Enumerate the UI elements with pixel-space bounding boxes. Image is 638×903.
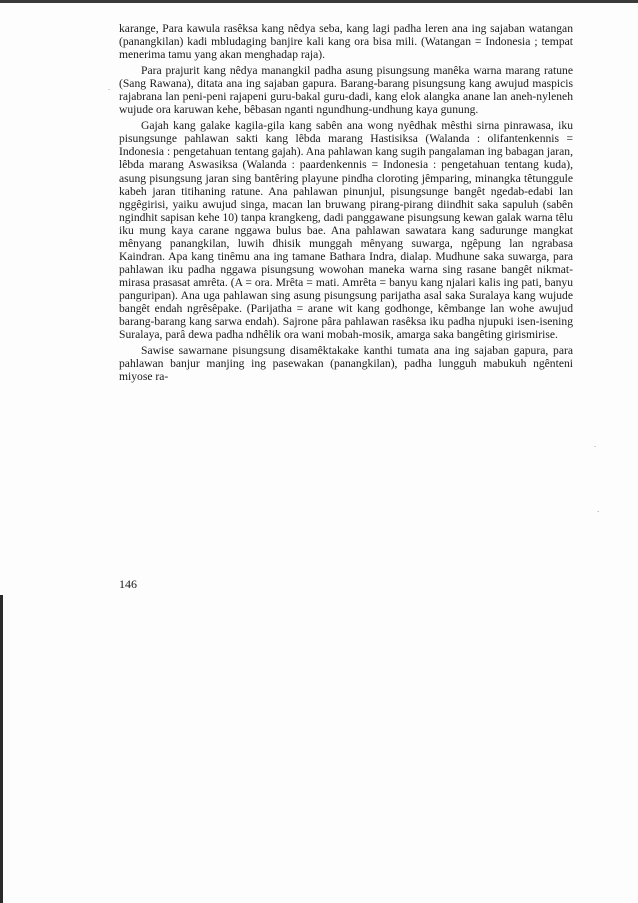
scan-speck: ·: [597, 508, 600, 516]
left-edge-rule: [0, 595, 3, 903]
paragraph: Para prajurit kang nêdya manangkil padha asung pisungsung manêka warna marang ratune (Sang Rawana), ditata ana ing sajaban gapura. Barang-barang pisungsung kang awujud maspicis rajabrana lan peni-peni rajapeni guru-bakal guru-dadi, kang elok alangka anane lan aneh-nyleneh wujude ora karuwan kehe, bêbasan nganti ngundhung-undhung kaya gunung.: [119, 64, 573, 117]
scan-speck: ·: [108, 86, 111, 94]
top-edge-rule: [0, 0, 638, 3]
scan-speck: ·: [594, 443, 597, 451]
paragraph: karange, Para kawula rasêksa kang nêdya seba, kang lagi padha leren ana ing sajaban watangan (panangkilan) kadi mbludaging banjire kali kang ora bisa mili. (Watangan = Indonesia ; tempat menerima tamu yang akan menghadap raja).: [119, 22, 573, 62]
page-number: 146: [119, 577, 137, 591]
paragraph: Gajah kang galake kagila-gila kang sabên ana wong nyêdhak mêsthi sirna pinrawasa, iku pisungsunge pahlawan sakti kang lêbda marang Hastisiksa (Walanda : olifantenkennis = Indonesia : pengetahuan tentang gajah). Ana pahlawan kang sugih pangalaman ing babagan jaran, lêbda marang Aswasiksa (Walanda : paardenkennis = Indonesia : pengetahuan tentang kuda), asung pisungsung jaran sing bantêring playune pindha cloroting jêmparing, minangka têtunggule kabeh jaran titihaning ratune. Ana pahlawan pinunjul, pisungsunge bangêt ngedab-edabi lan nggêgirisi, yaiku awujud singa, macan lan bruwang pirang-pirang diindhit saka sapuluh (sabên ngindhit sapisan kehe 10) tanpa krangkeng, dadi panggawane pisungsung kewan galak warna têlu iku mung kaya carane nggawa bulus bae. Ana pahlawan sawatara kang sadurunge mangkat mênyang panangkilan, luwih dhisik munggah mênyang suwarga, ngêpung lan ngrabasa Kaindran. Apa kang tinêmu ana ing tamane Bathara Indra, dialap. Mudhune saka suwarga, para pahlawan iku padha nggawa pisungsung wowohan maneka warna sing rasane bangêt nikmat-mirasa prasasat amrêta. (A = ora. Mrêta = mati. Amrêta = banyu kang njalari kalis ing pati, banyu panguripan). Ana uga pahlawan sing asung pisungsung parijatha asal saka Suralaya kang wujude bangêt endah ngrêsêpake. (Parijatha = arane wit kang godhonge, kêmbange lan wohe awujud barang-barang kang sarwa endah). Sajrone pâra pahlawan rasêksa iku padha njupuki isen-isening Suralaya, parâ dewa padha ndhêlik ora wani mobah-mosik, amarga saka bangêting girismirise.: [119, 119, 573, 342]
paragraph: Sawise sawarnane pisungsung disamêktakake kanthi tumata ana ing sajaban gapura, para pahlawan banjur manjing ing pasewakan (panangkilan), padha lungguh mabukuh ngênteni miyose ra-: [119, 344, 573, 384]
body-text: [119, 22, 573, 386]
